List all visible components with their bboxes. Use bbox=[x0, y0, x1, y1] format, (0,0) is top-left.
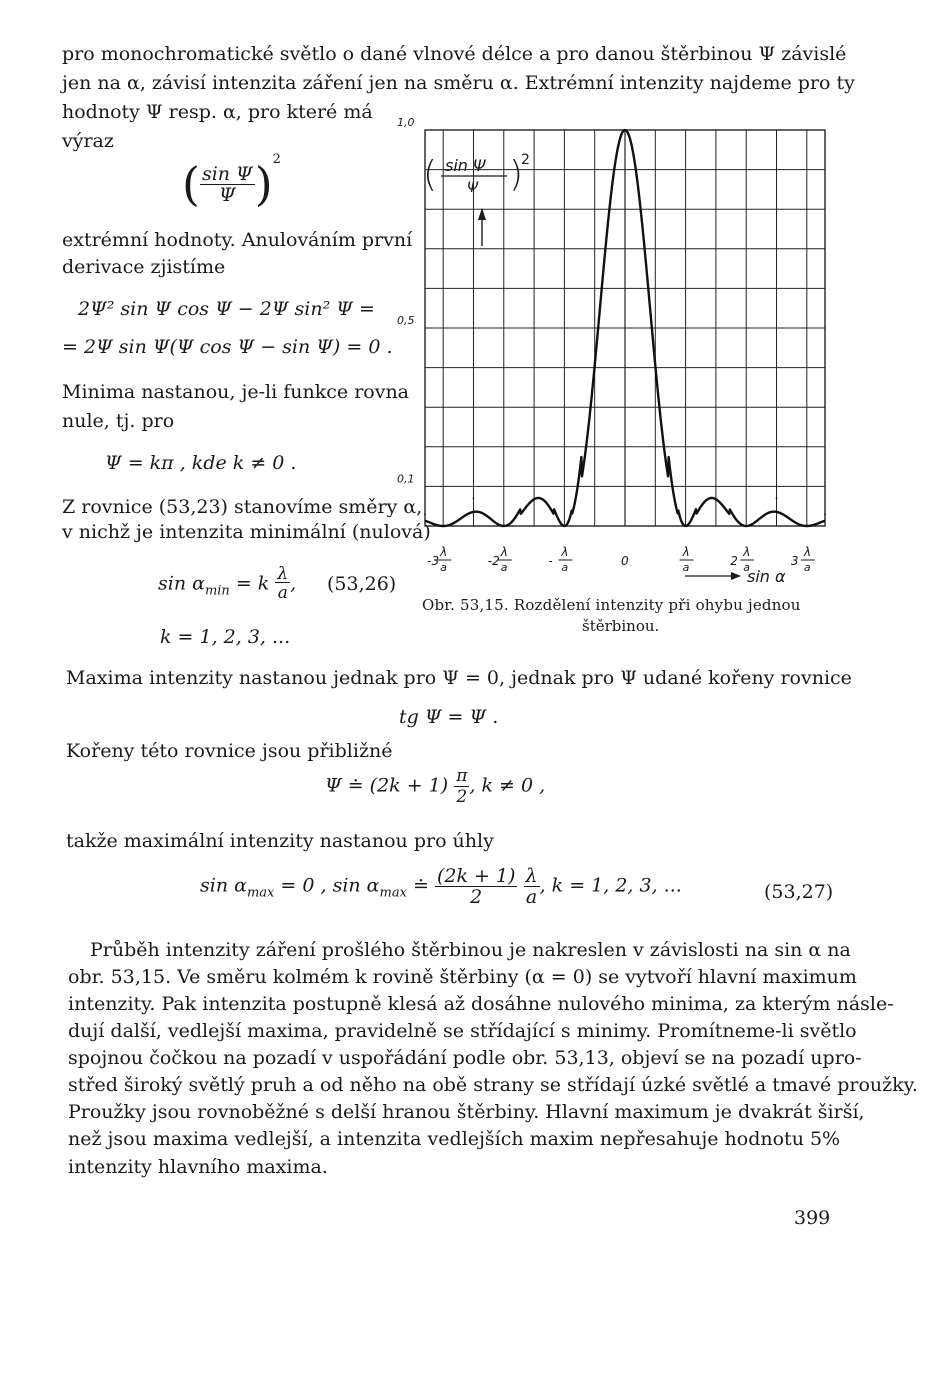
x-tick-coef: -2 bbox=[487, 554, 500, 568]
chart-legend bbox=[423, 152, 530, 246]
legend-arrowhead bbox=[478, 208, 486, 220]
equation: tg Ψ = Ψ . bbox=[399, 706, 499, 728]
x-tick-coef: - bbox=[548, 554, 553, 568]
text-line: v nichž je intenzita minimální (nulová) bbox=[62, 521, 431, 543]
data-point bbox=[715, 498, 717, 500]
x-tick-num: λ bbox=[440, 545, 448, 559]
figure-caption: štěrbinou. bbox=[582, 617, 660, 635]
equation-53-26: $\sin \alpha_{min} = k$ $\frac{\lambda}{a}$ , bbox=[158, 564, 297, 603]
text-line: střed široký světlý pruh a od něho na obě strany se střídají úzké světlé a tmavé proužky. bbox=[68, 1074, 918, 1096]
x-tick-num: λ bbox=[500, 545, 508, 559]
text-line: Kořeny této rovnice jsou přibližné bbox=[66, 740, 393, 762]
text-line: takže maximální intenzity nastanou pro úhly bbox=[66, 830, 494, 852]
data-point bbox=[564, 525, 566, 527]
data-point bbox=[824, 513, 826, 515]
x-axis-label: sin α bbox=[747, 567, 786, 586]
data-point bbox=[685, 525, 687, 527]
equation: Ψ = kπ , kde k ≠ 0 . bbox=[105, 452, 297, 474]
equation: 2Ψ² sin Ψ cos Ψ − 2Ψ sin² Ψ = bbox=[78, 298, 375, 320]
data-point bbox=[424, 513, 426, 515]
equation-number: (53,27) bbox=[764, 881, 834, 903]
figure-caption: Obr. 53,15. Rozdělení intenzity při ohybu jednou bbox=[422, 596, 801, 614]
legend-paren-left: ( bbox=[423, 154, 438, 195]
data-point bbox=[442, 525, 444, 527]
data-point bbox=[745, 525, 747, 527]
text-line: Z rovnice (53,23) stanovíme směry α, bbox=[62, 496, 423, 518]
data-point bbox=[806, 525, 808, 527]
x-tick-den: a bbox=[500, 561, 508, 574]
legend-paren-right: ) bbox=[509, 154, 524, 195]
page-number: 399 bbox=[794, 1207, 831, 1229]
legend-numerator: sin Ψ bbox=[445, 156, 486, 175]
text-line: dují další, vedlejší maxima, pravidelně se střídající s minimy. Promítneme-li světlo bbox=[68, 1020, 857, 1042]
text-line: nule, tj. pro bbox=[62, 410, 175, 432]
text-line: intenzity hlavního maxima. bbox=[68, 1156, 328, 1178]
y-tick-label: 0,5 bbox=[397, 314, 415, 327]
x-tick-num: λ bbox=[682, 545, 690, 559]
x-tick-den: a bbox=[803, 561, 811, 574]
x-tick-den: a bbox=[440, 561, 447, 574]
data-point bbox=[503, 525, 505, 527]
equation: k = 1, 2, 3, ... bbox=[160, 626, 291, 648]
equation: Ψ ≐ (2k + 1) $\frac{\pi}{2}$ , k ≠ 0 , bbox=[325, 766, 546, 807]
y-tick-label: 0,1 bbox=[397, 472, 415, 486]
text-line: než jsou maxima vedlejší, a intenzita vedlejších maxim nepřesahuje hodnotu 5% bbox=[68, 1128, 841, 1150]
x-tick-den: a bbox=[561, 561, 569, 574]
data-point bbox=[655, 365, 657, 367]
data-point bbox=[618, 142, 620, 144]
text-line: obr. 53,15. Ve směru kolmém k rovině štěrbiny (α = 0) se vytvoří hlavní maximum bbox=[68, 966, 857, 988]
text-line: spojnou čočkou na pozadí v uspořádání podle obr. 53,13, objeví se na pozadí upro- bbox=[68, 1047, 862, 1069]
x-tick-den: a bbox=[743, 561, 750, 574]
chart-grid bbox=[425, 130, 825, 526]
data-point bbox=[776, 497, 778, 499]
equation-53-27: $\sin \alpha_{max} = 0$ , $\sin \alpha_{max}$ ≐ $\frac{(2k + 1)}{2}$ $\frac{\lambda}{a}$ , k = 1, 2, 3, ... bbox=[200, 865, 682, 908]
chart-ticks bbox=[397, 118, 815, 574]
data-point bbox=[473, 497, 475, 499]
x-tick-coef: -3 bbox=[427, 554, 440, 568]
text-line: hodnoty Ψ resp. α, pro které má bbox=[62, 101, 373, 123]
text-line: Minima nastanou, je-li funkce rovna bbox=[62, 381, 410, 403]
y-tick-label: 1,0 bbox=[397, 118, 415, 129]
legend-denominator: Ψ bbox=[467, 180, 479, 196]
data-point bbox=[533, 498, 535, 500]
x-tick-coef: 0 bbox=[621, 554, 629, 568]
text-line: výraz bbox=[62, 130, 114, 152]
text-line: Průběh intenzity záření prošlého štěrbinou je nakreslen v závislosti na sin α na bbox=[90, 939, 851, 961]
text-line: Maxima intenzity nastanou jednak pro Ψ = 0, jednak pro Ψ udané kořeny rovnice bbox=[66, 667, 852, 689]
data-point bbox=[594, 365, 596, 367]
x-tick-num: λ bbox=[743, 545, 751, 559]
legend-power: 2 bbox=[521, 152, 530, 168]
x-tick-den: a bbox=[682, 561, 690, 574]
equation-number: (53,26) bbox=[327, 573, 397, 595]
equation: = 2Ψ sin Ψ(Ψ cos Ψ − sin Ψ) = 0 . bbox=[62, 336, 393, 358]
expression-sinpsi-over-psi: ( $\frac{\text{sin Ψ}}{\Psi}$ )$^2$ bbox=[182, 152, 281, 211]
data-point bbox=[624, 129, 626, 131]
text-line: jen na α, závisí intenzita záření jen na směru α. Extrémní intenzity najdeme pro ty bbox=[62, 72, 855, 94]
text-line: derivace zjistíme bbox=[62, 256, 226, 278]
text-line: pro monochromatické světlo o dané vlnové délce a pro danou štěrbinou Ψ závislé bbox=[62, 43, 847, 65]
data-point bbox=[630, 142, 632, 144]
text-line: intenzity. Pak intenzita postupně klesá až dosáhne nulového minima, za kterým násle- bbox=[68, 993, 894, 1015]
x-tick-num: λ bbox=[803, 545, 811, 559]
x-tick-num: λ bbox=[561, 545, 569, 559]
x-tick-coef: 2 bbox=[730, 554, 738, 568]
intensity-chart bbox=[395, 118, 840, 590]
x-tick-coef: 3 bbox=[790, 554, 799, 568]
text-line: Proužky jsou rovnoběžné s delší hranou štěrbiny. Hlavní maximum je dvakrát širší, bbox=[68, 1101, 865, 1123]
x-axis-arrow bbox=[685, 572, 741, 580]
text-line: extrémní hodnoty. Anulováním první bbox=[62, 229, 413, 251]
